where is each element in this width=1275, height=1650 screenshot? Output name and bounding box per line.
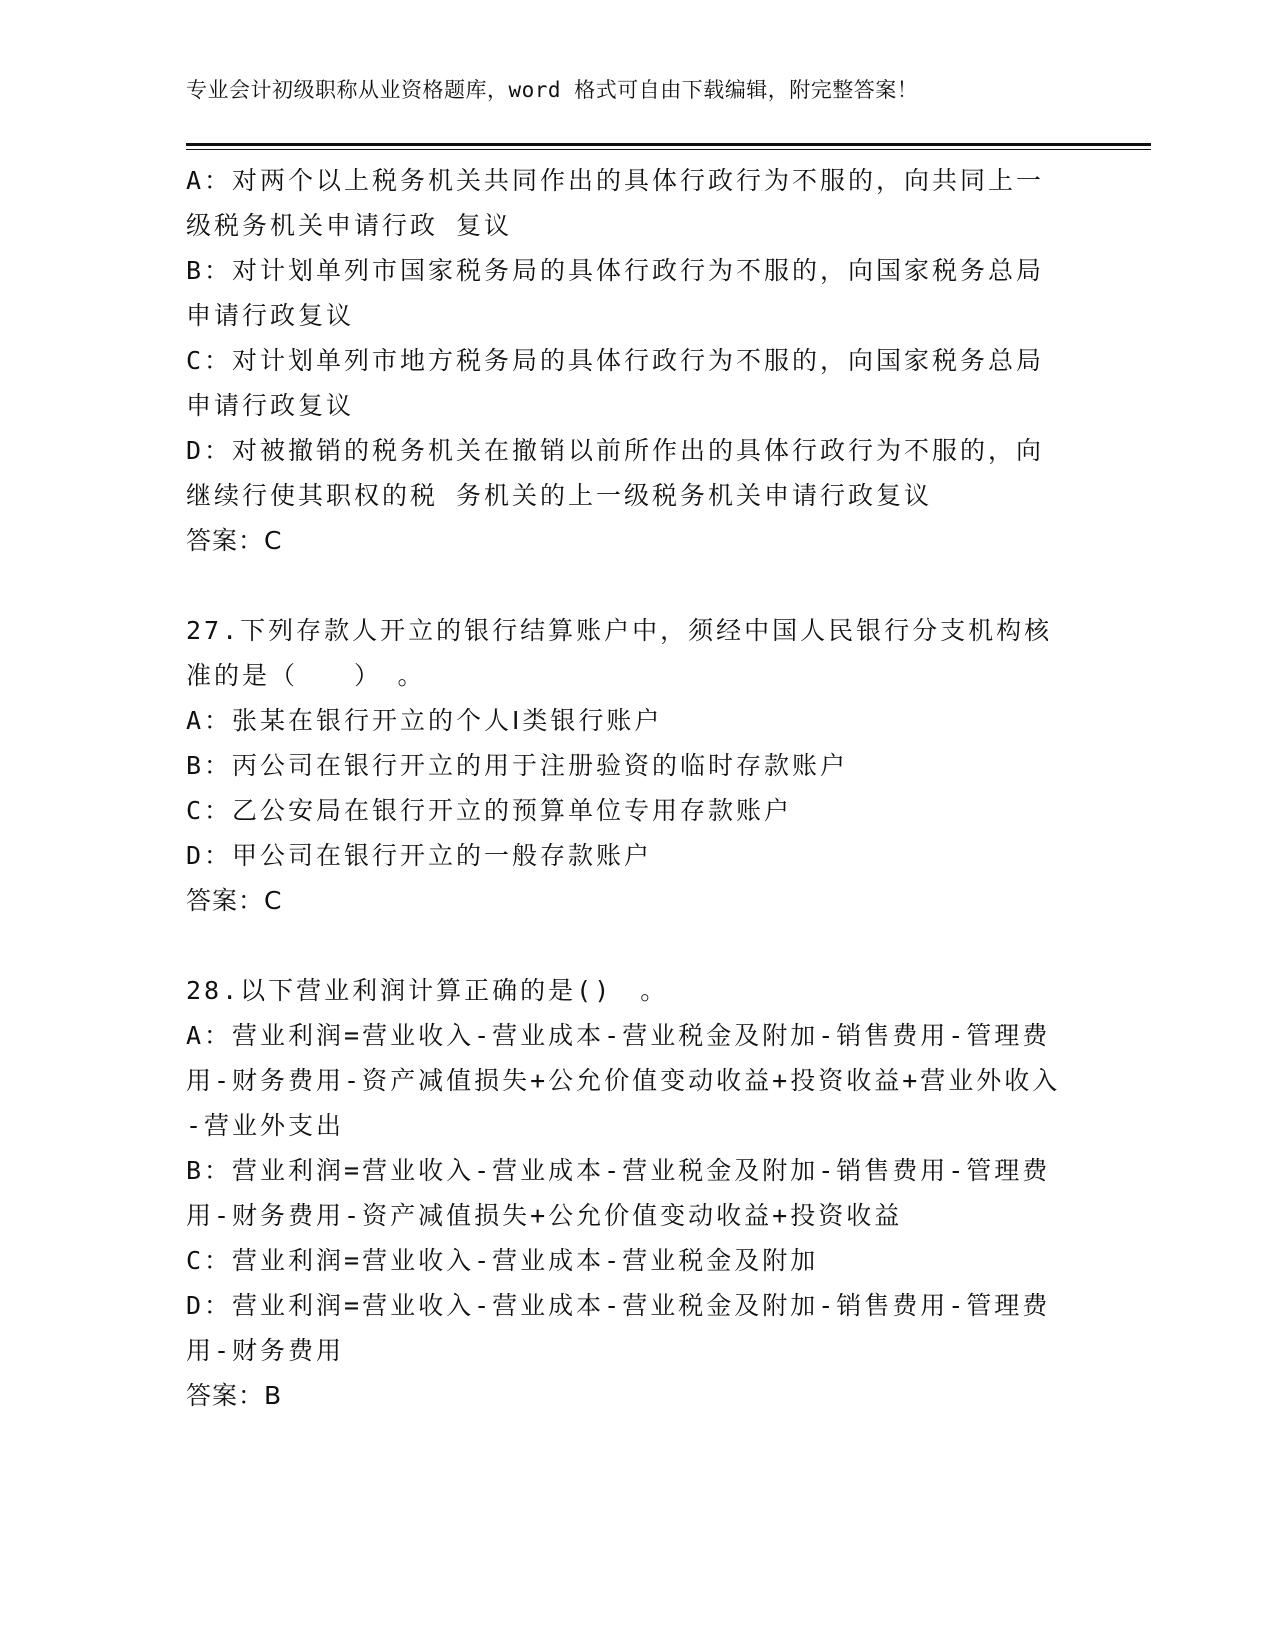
q28-line: -营业外支出	[186, 1111, 345, 1140]
spacer	[186, 923, 1086, 968]
q28-line: 用-财务费用	[186, 1336, 345, 1365]
content	[186, 158, 1086, 1418]
q26-line: C：对计划单列市地方税务局的具体行政行为不服的，向国家税务总局	[186, 346, 1045, 375]
q28-line: A：营业利润=营业收入-营业成本-营业税金及附加-销售费用-管理费	[186, 1021, 1051, 1050]
q26-answer: 答案：C	[186, 526, 283, 555]
q26-line: 继续行使其职权的税 务机关的上一级税务机关申请行政复议	[186, 481, 933, 510]
q27-line: C：乙公安局在银行开立的预算单位专用存款账户	[186, 796, 793, 825]
q26-line: B：对计划单列市国家税务局的具体行政行为不服的，向国家税务总局	[186, 256, 1045, 285]
q27-answer: 答案：C	[186, 886, 283, 915]
header-rule-thick	[186, 143, 1151, 146]
q26-line: A：对两个以上税务机关共同作出的具体行政行为不服的，向共同上一	[186, 166, 1045, 195]
q26-line: 申请行政复议	[186, 391, 355, 420]
q26-line: 申请行政复议	[186, 301, 355, 330]
question-26	[186, 158, 1086, 563]
header-rule-thin	[186, 149, 1151, 150]
question-28	[186, 968, 1086, 1418]
q28-line: 用-财务费用-资产减值损失+公允价值变动收益+投资收益+营业外收入	[186, 1066, 1061, 1095]
spacer	[186, 563, 1086, 608]
q26-line: D：对被撤销的税务机关在撤销以前所作出的具体行政行为不服的，向	[186, 436, 1045, 465]
q28-line: C：营业利润=营业收入-营业成本-营业税金及附加	[186, 1246, 819, 1275]
q28-answer: 答案：B	[186, 1381, 283, 1410]
q27-line: A：张某在银行开立的个人Ⅰ类银行账户	[186, 706, 663, 735]
q26-line: 级税务机关申请行政 复议	[186, 211, 513, 240]
q28-line: B：营业利润=营业收入-营业成本-营业税金及附加-销售费用-管理费	[186, 1156, 1051, 1185]
page-header: 专业会计初级职称从业资格题库，word 格式可自由下载编辑，附完整答案！	[186, 78, 919, 102]
q27-line: B：丙公司在银行开立的用于注册验资的临时存款账户	[186, 751, 849, 780]
q28-line: 28.以下营业利润计算正确的是() 。	[186, 976, 669, 1005]
question-27	[186, 608, 1086, 923]
q28-line: 用-财务费用-资产减值损失+公允价值变动收益+投资收益	[186, 1201, 903, 1230]
q27-line: 准的是（ ） 。	[186, 661, 426, 690]
q27-line: 27.下列存款人开立的银行结算账户中，须经中国人民银行分支机构核	[186, 616, 1053, 645]
q27-line: D：甲公司在银行开立的一般存款账户	[186, 841, 653, 870]
q28-line: D：营业利润=营业收入-营业成本-营业税金及附加-销售费用-管理费	[186, 1291, 1051, 1320]
